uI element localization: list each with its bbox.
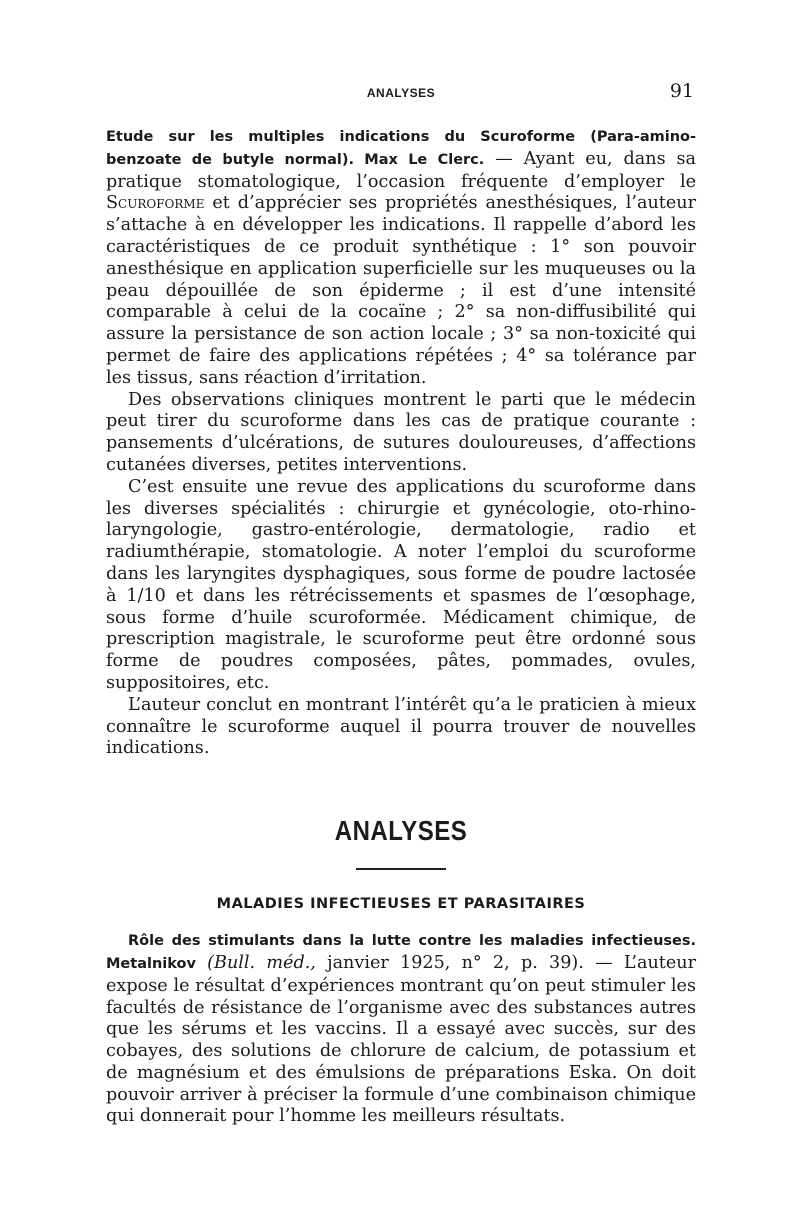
article2-body: L’auteur expose le résultat d’expériences montrant qu’on peut stimuler les facultés de résistance de l’organisme avec des substances autres que les sérums et les vaccins. Il a essayé avec succès, sur des cobayes, des solutions de chlorure de calcium, de potassium et de magnésium et des émulsions de préparations Eska. On doit pouvoir arriver à préciser la formule d’une combinaison chimique qui donnerait pour l’homme les meilleurs résultats. — [106, 952, 697, 1127]
article2-lead: Rôle des stimulants dans la lutte contre les maladies infectieuses. Metalnikov — [106, 933, 696, 972]
article1-p1-text-a: — Ayant eu, dans sa pratique stomatologique, l’occasion fréquente d’employer le — [106, 148, 696, 192]
article1-paragraph-1 — [106, 126, 696, 390]
section-divider — [356, 868, 446, 870]
page-number: 91 — [669, 80, 694, 102]
subsection-title: MALADIES INFECTIEUSES ET PARASITAIRES — [216, 896, 586, 913]
article1-p1-text-b: et d’apprécier ses propriétés anesthésiques, l’auteur s’attache à en développer les indications. Il rappelle d’abord les caractéristiques de ce produit synthétique : 1° son pouvoir anesthésique en application superficielle sur les muqueuses ou la peau dépouillée de son épiderme ; il est d’une intensité comparable à celui de la cocaïne ; 2° sa non-diffusibilité qui assure la persistance de son action locale ; 3° sa non-toxicité qui permet de faire des applications répétées ; 4° sa tolérance par les tissus, sans réaction d’irritation. — [106, 193, 696, 388]
article2-citation-rest: janvier 1925, n° 2, p. 39). — — [315, 952, 624, 973]
article1-paragraph-4: L’auteur conclut en montrant l’intérêt qu’a le praticien à mieux connaître le scuroforme auquel il pourra trouver de nouvelles indications. — [106, 694, 696, 759]
article1-lead: Etude sur les multiples indications du Scuroforme (Para-amino-benzoate de butyle normal). Max Le Clerc. — [106, 129, 696, 168]
article1-p1-smallcaps: Scuroforme — [106, 193, 205, 214]
article2-paragraph — [106, 930, 696, 1128]
running-head — [106, 80, 696, 106]
article2-citation: (Bull. méd., — [207, 952, 316, 973]
running-title: ANALYSES — [366, 86, 436, 100]
article1-paragraph-2: Des observations cliniques montrent le parti que le médecin peut tirer du scuroforme dans les cas de pratique courante : pansements d’ulcérations, de sutures douloureuses, d’affections cutanées diverses, petites interventions. — [106, 389, 696, 475]
article1-paragraph-3: C’est ensuite une revue des applications du scuroforme dans les diverses spécialités : chirurgie et gynécologie, oto-rhino-laryngologie, gastro-entérologie, dermatologie, radio et radiumthérapie, stomatologie. A noter l’emploi du scuroforme dans les laryngites dysphagiques, sous forme de poudre lactosée à 1/10 et dans les rétrécissements et spasmes de l’œsophage, sous forme d’huile scuroformée. Médicament chimique, de prescription magistrale, le scuroforme peut être ordonné sous forme de poudres composées, pâtes, pommades, ovules, suppositoires, etc. — [106, 476, 696, 693]
section-title: ANALYSES — [334, 816, 468, 848]
content — [106, 126, 696, 1128]
